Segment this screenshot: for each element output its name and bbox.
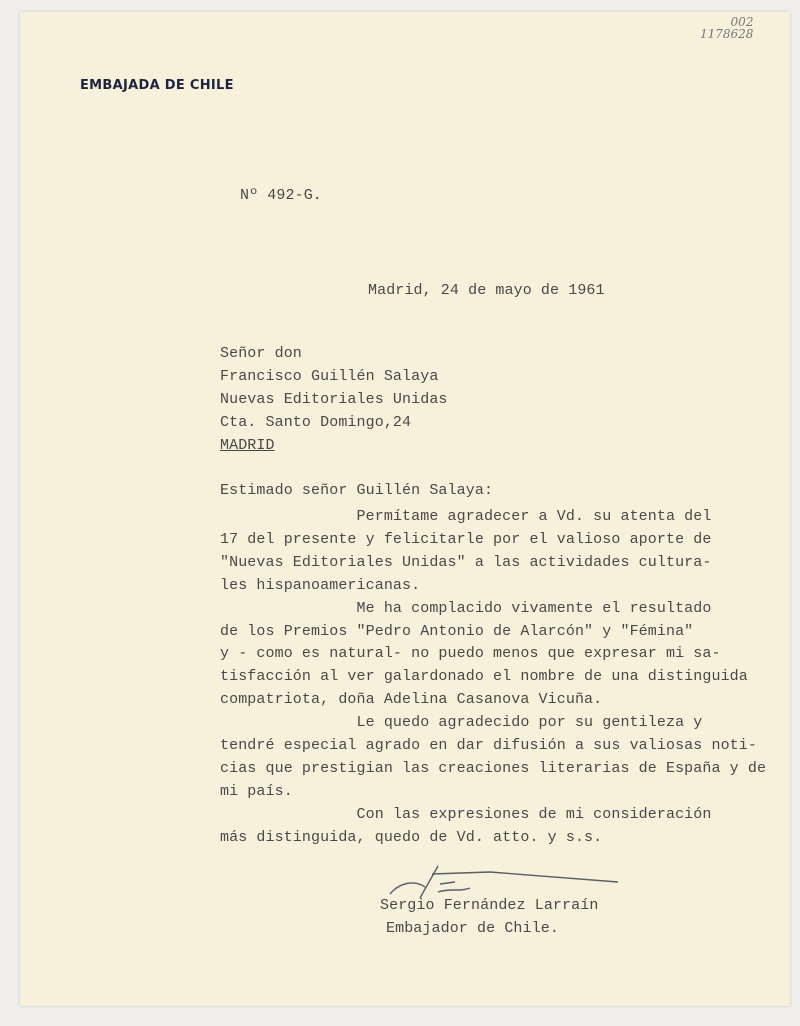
body-line: tisfacción al ver galardonado el nombre de una distinguida [220, 668, 748, 686]
body-line: Permítame agradecer a Vd. su atenta del [220, 508, 712, 525]
body-line: Le quedo agradecido por su gentileza y [220, 714, 703, 732]
body-line: y - como es natural- no puedo menos que expresar mi sa- [220, 645, 721, 663]
archive-mark-line: 002 [730, 15, 754, 29]
body-line: les hispanoamericanas. [220, 576, 421, 594]
body-line: cias que prestigian las creaciones literarias de España y de [220, 759, 767, 777]
body-line: más distinguida, quedo de Vd. atto. y s.s. [220, 828, 603, 846]
body-line: Con las expresiones de mi consideración [220, 805, 712, 823]
body-line: de los Premios "Pedro Antonio de Alarcón" y "Fémina" [220, 622, 694, 640]
recipient-name: Francisco Guillén Salaya [220, 368, 439, 385]
recipient-line: Señor don [220, 345, 302, 362]
body-line: "Nuevas Editoriales Unidas" a las actividades cultura- [220, 553, 712, 571]
body-line: 17 del presente y felicitarle por el valioso aporte de [220, 530, 712, 548]
body-line: compatriota, doña Adelina Casanova Vicuña. [220, 691, 603, 709]
recipient-organization: Nuevas Editoriales Unidas [220, 391, 448, 408]
recipient-city: MADRID [220, 437, 275, 454]
body-line: mi país. [220, 782, 293, 800]
signatory-title: Embajador de Chile. [386, 920, 559, 937]
handwritten-signature [380, 862, 620, 902]
archive-mark [700, 16, 753, 40]
archive-mark-line: 1178628 [700, 27, 754, 41]
signatory-name: Sergio Fernández Larraín [380, 897, 599, 914]
letterhead: EMBAJADA DE CHILE [80, 78, 234, 93]
body-line: tendré especial agrado en dar difusión a sus valiosas noti- [220, 737, 757, 754]
reference-number: Nº 492-G. [240, 187, 322, 204]
place-date: Madrid, 24 de mayo de 1961 [368, 282, 605, 299]
recipient-address: Cta. Santo Domingo,24 [220, 414, 412, 431]
body-line: Me ha complacido vivamente el resultado [220, 599, 712, 617]
salutation: Estimado señor Guillén Salaya: [220, 482, 494, 499]
